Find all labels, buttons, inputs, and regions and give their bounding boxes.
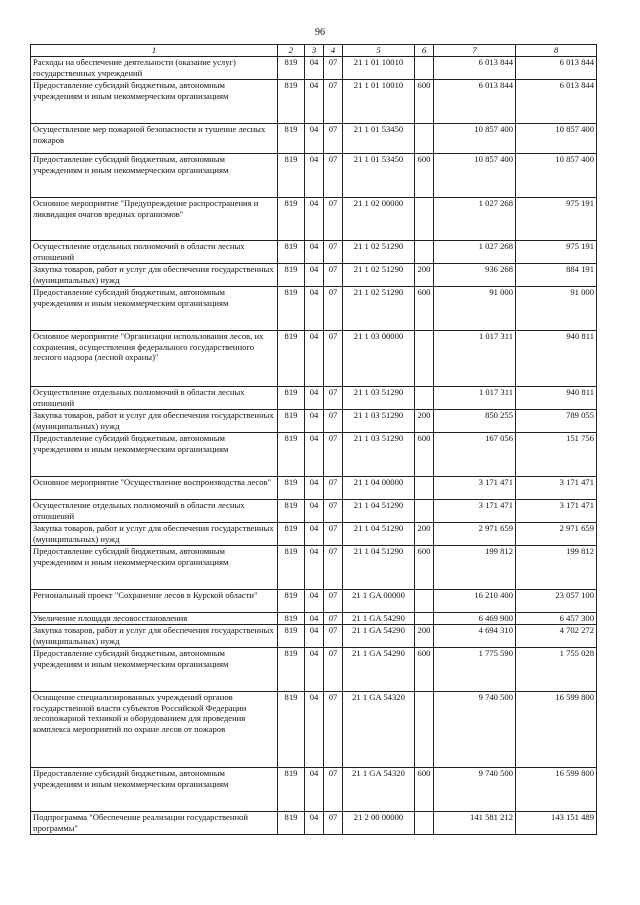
- cell-pr: 07: [324, 590, 343, 613]
- table-row: [31, 154, 597, 198]
- cell-amount-2: 16 599 800: [516, 768, 597, 812]
- cell-rz: 04: [305, 124, 324, 154]
- cell-vr: 600: [415, 80, 434, 124]
- table-row: [31, 768, 597, 812]
- cell-name: Основное мероприятие "Предупреждение распространения и ликвидация очагов вредных организмов": [31, 198, 278, 241]
- column-header: 2: [278, 45, 305, 57]
- column-header: 7: [434, 45, 516, 57]
- cell-amount-1: 199 812: [434, 546, 516, 590]
- cell-csr: 21 1 04 51290: [343, 546, 415, 590]
- cell-csr: 21 1 02 51290: [343, 287, 415, 331]
- cell-csr: 21 1 01 53450: [343, 154, 415, 198]
- cell-pr: 07: [324, 768, 343, 812]
- cell-vr: [415, 590, 434, 613]
- cell-amount-2: 91 000: [516, 287, 597, 331]
- cell-amount-1: 167 056: [434, 433, 516, 477]
- cell-gr: 819: [278, 433, 305, 477]
- cell-csr: 21 1 03 00000: [343, 331, 415, 387]
- cell-amount-2: 10 857 400: [516, 154, 597, 198]
- cell-pr: 07: [324, 477, 343, 500]
- cell-amount-2: 151 756: [516, 433, 597, 477]
- cell-amount-2: 940 811: [516, 387, 597, 410]
- table-row: [31, 287, 597, 331]
- cell-rz: 04: [305, 241, 324, 264]
- cell-vr: 200: [415, 625, 434, 648]
- cell-amount-1: 6 469 900: [434, 613, 516, 625]
- table-row: [31, 477, 597, 500]
- cell-amount-2: 143 151 489: [516, 812, 597, 835]
- cell-vr: 200: [415, 264, 434, 287]
- cell-amount-1: 141 581 212: [434, 812, 516, 835]
- cell-pr: 07: [324, 500, 343, 523]
- cell-gr: 819: [278, 154, 305, 198]
- cell-gr: 819: [278, 768, 305, 812]
- cell-vr: [415, 812, 434, 835]
- budget-table: [30, 44, 597, 835]
- cell-amount-2: 6 457 300: [516, 613, 597, 625]
- cell-pr: 07: [324, 331, 343, 387]
- cell-name: Закупка товаров, работ и услуг для обеспечения государственных (муниципальных) нужд: [31, 264, 278, 287]
- cell-amount-1: 850 255: [434, 410, 516, 433]
- cell-rz: 04: [305, 80, 324, 124]
- cell-pr: 07: [324, 80, 343, 124]
- cell-amount-1: 4 694 310: [434, 625, 516, 648]
- cell-vr: [415, 477, 434, 500]
- cell-pr: 07: [324, 433, 343, 477]
- cell-name: Осуществление отдельных полномочий в области лесных отношений: [31, 500, 278, 523]
- table-row: [31, 124, 597, 154]
- cell-vr: 200: [415, 410, 434, 433]
- page-number: 96: [315, 27, 325, 38]
- table-row: [31, 241, 597, 264]
- cell-pr: 07: [324, 625, 343, 648]
- table-row: [31, 57, 597, 80]
- cell-csr: 21 1 01 10010: [343, 80, 415, 124]
- column-header: 4: [324, 45, 343, 57]
- cell-rz: 04: [305, 692, 324, 768]
- cell-csr: 21 1 GA 54320: [343, 768, 415, 812]
- cell-amount-1: 9 740 500: [434, 692, 516, 768]
- cell-name: Осуществление отдельных полномочий в области лесных отношений: [31, 387, 278, 410]
- cell-vr: 600: [415, 154, 434, 198]
- cell-amount-2: 3 171 471: [516, 477, 597, 500]
- table-row: [31, 625, 597, 648]
- cell-amount-1: 1 017 311: [434, 331, 516, 387]
- table-row: [31, 613, 597, 625]
- cell-amount-2: 975 191: [516, 241, 597, 264]
- cell-vr: [415, 613, 434, 625]
- cell-gr: 819: [278, 57, 305, 80]
- cell-amount-2: 10 857 400: [516, 124, 597, 154]
- cell-gr: 819: [278, 80, 305, 124]
- cell-gr: 819: [278, 287, 305, 331]
- cell-csr: 21 1 GA 54290: [343, 613, 415, 625]
- cell-name: Расходы на обеспечение деятельности (оказание услуг) государственных учреждений: [31, 57, 278, 80]
- table-row: [31, 331, 597, 387]
- cell-gr: 819: [278, 590, 305, 613]
- cell-amount-1: 3 171 471: [434, 500, 516, 523]
- cell-pr: 07: [324, 124, 343, 154]
- cell-pr: 07: [324, 812, 343, 835]
- cell-csr: 21 1 04 00000: [343, 477, 415, 500]
- cell-amount-1: 1 775 590: [434, 648, 516, 692]
- cell-gr: 819: [278, 331, 305, 387]
- cell-rz: 04: [305, 625, 324, 648]
- cell-rz: 04: [305, 648, 324, 692]
- cell-gr: 819: [278, 387, 305, 410]
- cell-amount-1: 2 971 659: [434, 523, 516, 546]
- cell-rz: 04: [305, 812, 324, 835]
- cell-vr: 600: [415, 433, 434, 477]
- cell-vr: [415, 57, 434, 80]
- cell-vr: 200: [415, 523, 434, 546]
- cell-rz: 04: [305, 768, 324, 812]
- cell-name: Закупка товаров, работ и услуг для обеспечения государственных (муниципальных) нужд: [31, 625, 278, 648]
- cell-csr: 21 1 02 51290: [343, 264, 415, 287]
- cell-amount-2: 884 191: [516, 264, 597, 287]
- cell-amount-1: 3 171 471: [434, 477, 516, 500]
- cell-pr: 07: [324, 692, 343, 768]
- column-header: 6: [415, 45, 434, 57]
- cell-name: Предоставление субсидий бюджетным, автономным учреждениям и иным некоммерческим организациям: [31, 287, 278, 331]
- cell-pr: 07: [324, 648, 343, 692]
- cell-amount-2: 16 599 800: [516, 692, 597, 768]
- table-row: [31, 546, 597, 590]
- cell-pr: 07: [324, 546, 343, 590]
- cell-rz: 04: [305, 387, 324, 410]
- table-row: [31, 198, 597, 241]
- table-row: [31, 590, 597, 613]
- cell-gr: 819: [278, 477, 305, 500]
- cell-vr: [415, 198, 434, 241]
- cell-pr: 07: [324, 613, 343, 625]
- cell-csr: 21 1 02 51290: [343, 241, 415, 264]
- cell-name: Закупка товаров, работ и услуг для обеспечения государственных (муниципальных) нужд: [31, 410, 278, 433]
- cell-amount-2: 975 191: [516, 198, 597, 241]
- cell-rz: 04: [305, 613, 324, 625]
- table-row: [31, 433, 597, 477]
- cell-csr: 21 1 03 51290: [343, 433, 415, 477]
- cell-csr: 21 1 GA 54290: [343, 625, 415, 648]
- cell-vr: 600: [415, 768, 434, 812]
- cell-name: Основное мероприятие "Осуществление воспроизводства лесов": [31, 477, 278, 500]
- cell-amount-2: 940 811: [516, 331, 597, 387]
- cell-gr: 819: [278, 198, 305, 241]
- table-row: [31, 410, 597, 433]
- cell-vr: [415, 692, 434, 768]
- cell-gr: 819: [278, 500, 305, 523]
- cell-vr: [415, 124, 434, 154]
- cell-csr: 21 1 GA 00000: [343, 590, 415, 613]
- cell-name: Осуществление мер пожарной безопасности и тушение лесных пожаров: [31, 124, 278, 154]
- cell-gr: 819: [278, 613, 305, 625]
- cell-csr: 21 1 03 51290: [343, 387, 415, 410]
- cell-name: Основное мероприятие "Организация использования лесов, их сохранения, осуществления федерального государственного лесного надзора (лесной охраны)": [31, 331, 278, 387]
- cell-name: Предоставление субсидий бюджетным, автономным учреждениям и иным некоммерческим организациям: [31, 768, 278, 812]
- cell-name: Предоставление субсидий бюджетным, автономным учреждениям и иным некоммерческим организациям: [31, 546, 278, 590]
- cell-amount-1: 6 013 844: [434, 57, 516, 80]
- cell-csr: 21 1 02 00000: [343, 198, 415, 241]
- cell-pr: 07: [324, 57, 343, 80]
- cell-amount-1: 16 210 400: [434, 590, 516, 613]
- cell-gr: 819: [278, 692, 305, 768]
- cell-amount-2: 2 971 659: [516, 523, 597, 546]
- cell-gr: 819: [278, 264, 305, 287]
- cell-amount-2: 4 702 272: [516, 625, 597, 648]
- cell-rz: 04: [305, 57, 324, 80]
- table-row: [31, 387, 597, 410]
- cell-name: Предоставление субсидий бюджетным, автономным учреждениям и иным некоммерческим организациям: [31, 648, 278, 692]
- cell-name: Предоставление субсидий бюджетным, автономным учреждениям и иным некоммерческим организациям: [31, 154, 278, 198]
- cell-vr: [415, 241, 434, 264]
- column-header: 8: [516, 45, 597, 57]
- cell-amount-1: 9 740 500: [434, 768, 516, 812]
- column-header: 5: [343, 45, 415, 57]
- cell-vr: 600: [415, 648, 434, 692]
- cell-rz: 04: [305, 546, 324, 590]
- cell-rz: 04: [305, 198, 324, 241]
- cell-vr: 600: [415, 546, 434, 590]
- cell-amount-2: 3 171 471: [516, 500, 597, 523]
- cell-pr: 07: [324, 264, 343, 287]
- table-row: [31, 264, 597, 287]
- cell-csr: 21 1 04 51290: [343, 523, 415, 546]
- cell-rz: 04: [305, 590, 324, 613]
- cell-pr: 07: [324, 287, 343, 331]
- cell-amount-2: 6 013 844: [516, 80, 597, 124]
- cell-csr: 21 1 01 53450: [343, 124, 415, 154]
- cell-name: Региональный проект "Сохранение лесов в Курской области": [31, 590, 278, 613]
- cell-pr: 07: [324, 154, 343, 198]
- cell-amount-2: 789 055: [516, 410, 597, 433]
- cell-pr: 07: [324, 387, 343, 410]
- table-row: [31, 648, 597, 692]
- cell-rz: 04: [305, 523, 324, 546]
- cell-name: Предоставление субсидий бюджетным, автономным учреждениям и иным некоммерческим организациям: [31, 80, 278, 124]
- cell-vr: [415, 500, 434, 523]
- cell-name: Осуществление отдельных полномочий в области лесных отношений: [31, 241, 278, 264]
- table-row: [31, 812, 597, 835]
- column-header: 3: [305, 45, 324, 57]
- cell-rz: 04: [305, 331, 324, 387]
- cell-gr: 819: [278, 812, 305, 835]
- cell-gr: 819: [278, 523, 305, 546]
- cell-csr: 21 1 GA 54320: [343, 692, 415, 768]
- cell-vr: 600: [415, 287, 434, 331]
- cell-pr: 07: [324, 198, 343, 241]
- cell-name: Подпрограмма "Обеспечение реализации государственной программы": [31, 812, 278, 835]
- cell-amount-1: 1 017 311: [434, 387, 516, 410]
- cell-amount-2: 199 812: [516, 546, 597, 590]
- cell-rz: 04: [305, 287, 324, 331]
- cell-csr: 21 1 01 10010: [343, 57, 415, 80]
- cell-csr: 21 1 04 51290: [343, 500, 415, 523]
- cell-amount-2: 23 057 100: [516, 590, 597, 613]
- cell-amount-1: 936 268: [434, 264, 516, 287]
- table-row: [31, 523, 597, 546]
- cell-amount-2: 1 755 028: [516, 648, 597, 692]
- table-header-row: [31, 45, 597, 57]
- cell-name: Увеличение площади лесовосстановления: [31, 613, 278, 625]
- cell-gr: 819: [278, 625, 305, 648]
- cell-rz: 04: [305, 264, 324, 287]
- cell-amount-1: 10 857 400: [434, 154, 516, 198]
- cell-csr: 21 2 00 00000: [343, 812, 415, 835]
- cell-gr: 819: [278, 241, 305, 264]
- cell-gr: 819: [278, 410, 305, 433]
- table-row: [31, 692, 597, 768]
- cell-rz: 04: [305, 500, 324, 523]
- cell-pr: 07: [324, 241, 343, 264]
- cell-pr: 07: [324, 523, 343, 546]
- cell-rz: 04: [305, 477, 324, 500]
- cell-name: Предоставление субсидий бюджетным, автономным учреждениям и иным некоммерческим организациям: [31, 433, 278, 477]
- cell-amount-1: 1 027 268: [434, 198, 516, 241]
- cell-amount-1: 10 857 400: [434, 124, 516, 154]
- cell-amount-2: 6 013 844: [516, 57, 597, 80]
- cell-vr: [415, 331, 434, 387]
- cell-amount-1: 6 013 844: [434, 80, 516, 124]
- cell-pr: 07: [324, 410, 343, 433]
- table-row: [31, 500, 597, 523]
- cell-gr: 819: [278, 546, 305, 590]
- cell-rz: 04: [305, 433, 324, 477]
- cell-amount-1: 1 027 268: [434, 241, 516, 264]
- cell-rz: 04: [305, 154, 324, 198]
- cell-rz: 04: [305, 410, 324, 433]
- column-header: 1: [31, 45, 278, 57]
- cell-gr: 819: [278, 648, 305, 692]
- cell-csr: 21 1 GA 54290: [343, 648, 415, 692]
- cell-csr: 21 1 03 51290: [343, 410, 415, 433]
- cell-amount-1: 91 000: [434, 287, 516, 331]
- cell-vr: [415, 387, 434, 410]
- cell-name: Закупка товаров, работ и услуг для обеспечения государственных (муниципальных) нужд: [31, 523, 278, 546]
- cell-gr: 819: [278, 124, 305, 154]
- cell-name: Оснащение специализированных учреждений органов государственной власти субъектов Российской Федерации лесопожарной техникой и оборудованием для проведения комплекса мероприятий по охране лесов от пожаров: [31, 692, 278, 768]
- table-row: [31, 80, 597, 124]
